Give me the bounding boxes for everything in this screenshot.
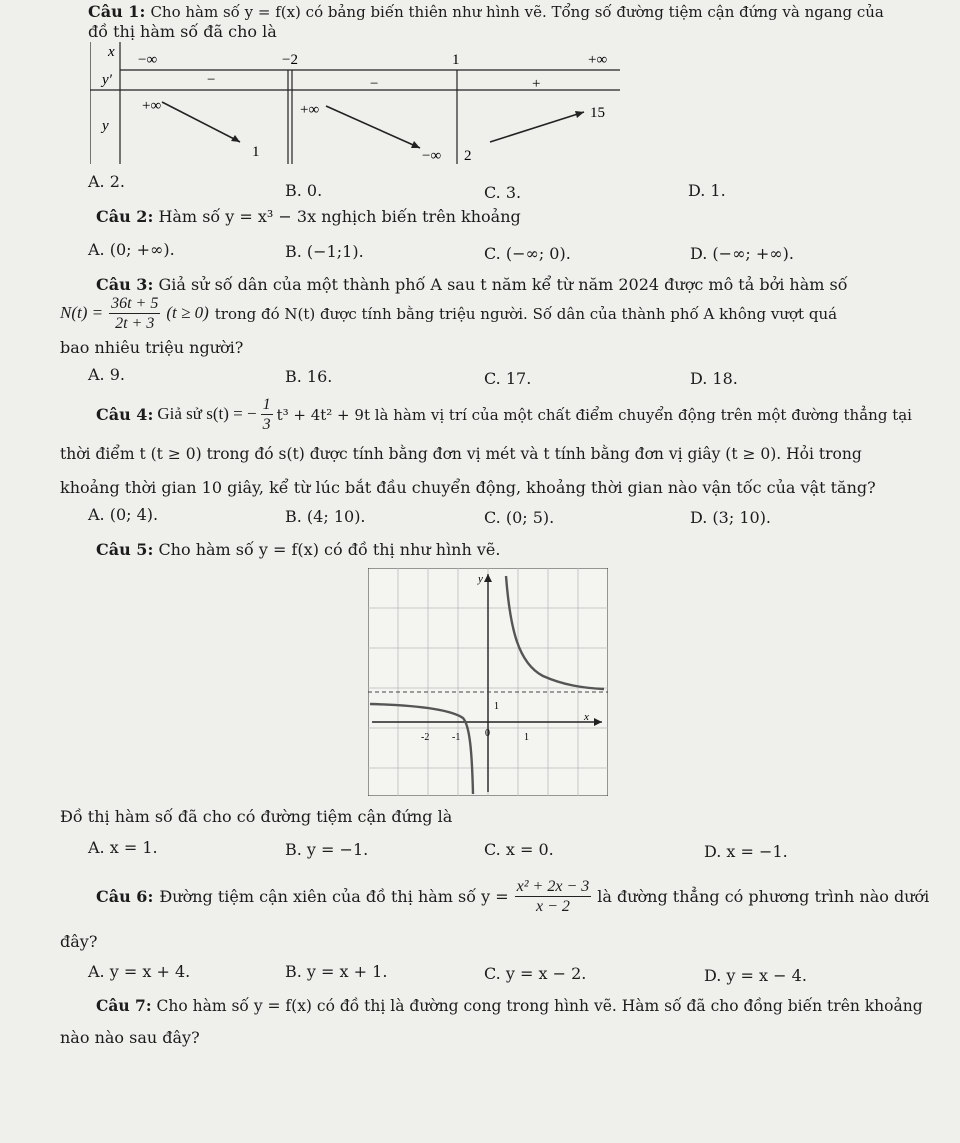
q1-text2: đồ thị hàm số đã cho là: [88, 22, 277, 41]
q4-frac-den: 3: [262, 416, 271, 434]
q3-text2: bao nhiêu triệu người?: [60, 338, 244, 357]
q4-text-post: t³ + 4t² + 9t là hàm vị trí của một chất điểm chuyển động trên một đường thẳng tại: [276, 405, 912, 424]
graph-y-tick: 1: [494, 701, 499, 712]
q7-text: Cho hàm số y = f(x) có đồ thị là đường cong trong hình vẽ. Hàm số đã cho đồng biến trên khoảng: [156, 997, 923, 1015]
sign: −: [370, 76, 379, 92]
y-label: y: [102, 118, 109, 134]
q6-text2: đây?: [60, 932, 98, 951]
q6-option[interactable]: C. y = x − 2.: [484, 964, 587, 983]
q7-text2: nào nào sau đây?: [60, 1028, 200, 1047]
graph-x-tick: -1: [452, 732, 461, 743]
q4-text2: thời điểm t (t ≥ 0) trong đó s(t) được tính bằng đơn vị mét và t tính bằng đơn vị giây (t ≥ 0). Hỏi trong: [60, 445, 862, 463]
q3-fraction: [109, 294, 160, 333]
q4-option[interactable]: C. (0; 5).: [484, 508, 555, 527]
q4-fraction: [261, 395, 273, 434]
q6-option[interactable]: A. y = x + 4.: [88, 962, 191, 981]
q3-frac-num: 36t + 5: [109, 294, 160, 314]
q7-line1: [96, 997, 923, 1016]
q3-frac-den: 2t + 3: [115, 315, 155, 333]
q6-text-pre: Đường tiệm cận xiên của đồ thị hàm số y =: [159, 887, 509, 907]
q2-option[interactable]: A. (0; +∞).: [88, 240, 175, 259]
q1-line1: [88, 2, 884, 21]
q6-frac-num: x² + 2x − 3: [515, 877, 592, 897]
x-val: −∞: [138, 52, 158, 68]
y-val: 1: [252, 144, 260, 160]
y-val: −∞: [422, 148, 442, 164]
x-val: 1: [452, 52, 460, 68]
q4-text-pre: Giả sử s(t) = −: [157, 404, 257, 424]
q2-option[interactable]: C. (−∞; 0).: [484, 244, 571, 263]
q5-option[interactable]: A. x = 1.: [88, 838, 158, 857]
sign: −: [207, 72, 216, 88]
q5-label: Câu 5:: [96, 540, 154, 559]
q3-formula-lhs: N(t) =: [60, 303, 104, 323]
graph-x-tick: -2: [421, 732, 430, 743]
q3-option[interactable]: C. 17.: [484, 369, 532, 388]
q3-text: Giả sử số dân của một thành phố A sau t năm kể từ năm 2024 được mô tả bởi hàm số: [158, 275, 848, 294]
q3-line1: [96, 275, 848, 294]
q1-option[interactable]: A. 2.: [88, 172, 125, 191]
graph-x-tick: 1: [524, 732, 529, 743]
q4-text3: khoảng thời gian 10 giây, kể từ lúc bắt đầu chuyển động, khoảng thời gian nào vận tốc của vật tăng?: [60, 478, 876, 497]
q4-label: Câu 4:: [96, 405, 154, 425]
graph-y-label: y: [478, 573, 483, 585]
q2-option[interactable]: D. (−∞; +∞).: [690, 244, 794, 263]
q6-option[interactable]: D. y = x − 4.: [704, 966, 807, 985]
y-val: +∞: [300, 102, 320, 118]
q4-option[interactable]: D. (3; 10).: [690, 508, 772, 527]
y-val: +∞: [142, 98, 162, 114]
q6-label: Câu 6:: [96, 887, 154, 907]
q5-line: [96, 540, 500, 559]
q3-label: Câu 3:: [96, 275, 154, 294]
q6-fraction: [515, 877, 592, 916]
q5-question: Đồ thị hàm số đã cho có đường tiệm cận đứng là: [60, 807, 453, 826]
q4-option[interactable]: A. (0; 4).: [88, 505, 159, 524]
x-val: +∞: [588, 52, 608, 68]
q5-text: Cho hàm số y = f(x) có đồ thị như hình vẽ.: [158, 540, 501, 559]
q7-label: Câu 7:: [96, 996, 152, 1015]
q1-option[interactable]: B. 0.: [285, 181, 323, 200]
q4-line1: [96, 395, 912, 434]
q5-option[interactable]: B. y = −1.: [285, 840, 369, 859]
q3-text-after: trong đó N(t) được tính bằng triệu người. Số dân của thành phố A không vượt quá: [214, 304, 838, 323]
q1-option[interactable]: D. 1.: [688, 181, 726, 200]
sign: +: [532, 76, 541, 92]
q3-option[interactable]: D. 18.: [690, 369, 738, 388]
q6-option[interactable]: B. y = x + 1.: [285, 962, 388, 981]
q3-line2: [60, 294, 837, 333]
y-val: 2: [464, 148, 472, 164]
q1-label: Câu 1:: [88, 2, 146, 21]
q1-text: Cho hàm số y = f(x) có bảng biến thiên như hình vẽ. Tổng số đường tiệm cận đứng và ngang của: [150, 3, 884, 21]
q2-text: Hàm số y = x³ − 3x nghịch biến trên khoảng: [158, 207, 521, 226]
q2-line: [96, 207, 521, 226]
q5-option[interactable]: D. x = −1.: [704, 842, 788, 861]
q2-option[interactable]: B. (−1;1).: [285, 242, 364, 261]
q4-option[interactable]: B. (4; 10).: [285, 507, 366, 526]
q2-label: Câu 2:: [96, 207, 154, 226]
x-val: −2: [282, 52, 298, 68]
q3-option[interactable]: A. 9.: [88, 365, 125, 384]
q6-line1: [96, 877, 929, 916]
q3-formula-cond: (t ≥ 0): [166, 303, 209, 323]
x-label: x: [108, 44, 115, 60]
q6-frac-den: x − 2: [536, 898, 570, 916]
q5-option[interactable]: C. x = 0.: [484, 840, 554, 859]
q1-option[interactable]: C. 3.: [484, 183, 522, 202]
variation-table: [90, 42, 630, 164]
q4-frac-num: 1: [261, 395, 273, 415]
yprime-label: y′: [102, 72, 112, 88]
graph-origin: 0: [485, 728, 490, 739]
q5-graph: [368, 568, 608, 796]
graph-x-label: x: [584, 711, 589, 723]
q6-text-post: là đường thẳng có phương trình nào dưới: [597, 887, 930, 907]
q3-option[interactable]: B. 16.: [285, 367, 333, 386]
y-val: 15: [590, 105, 605, 121]
